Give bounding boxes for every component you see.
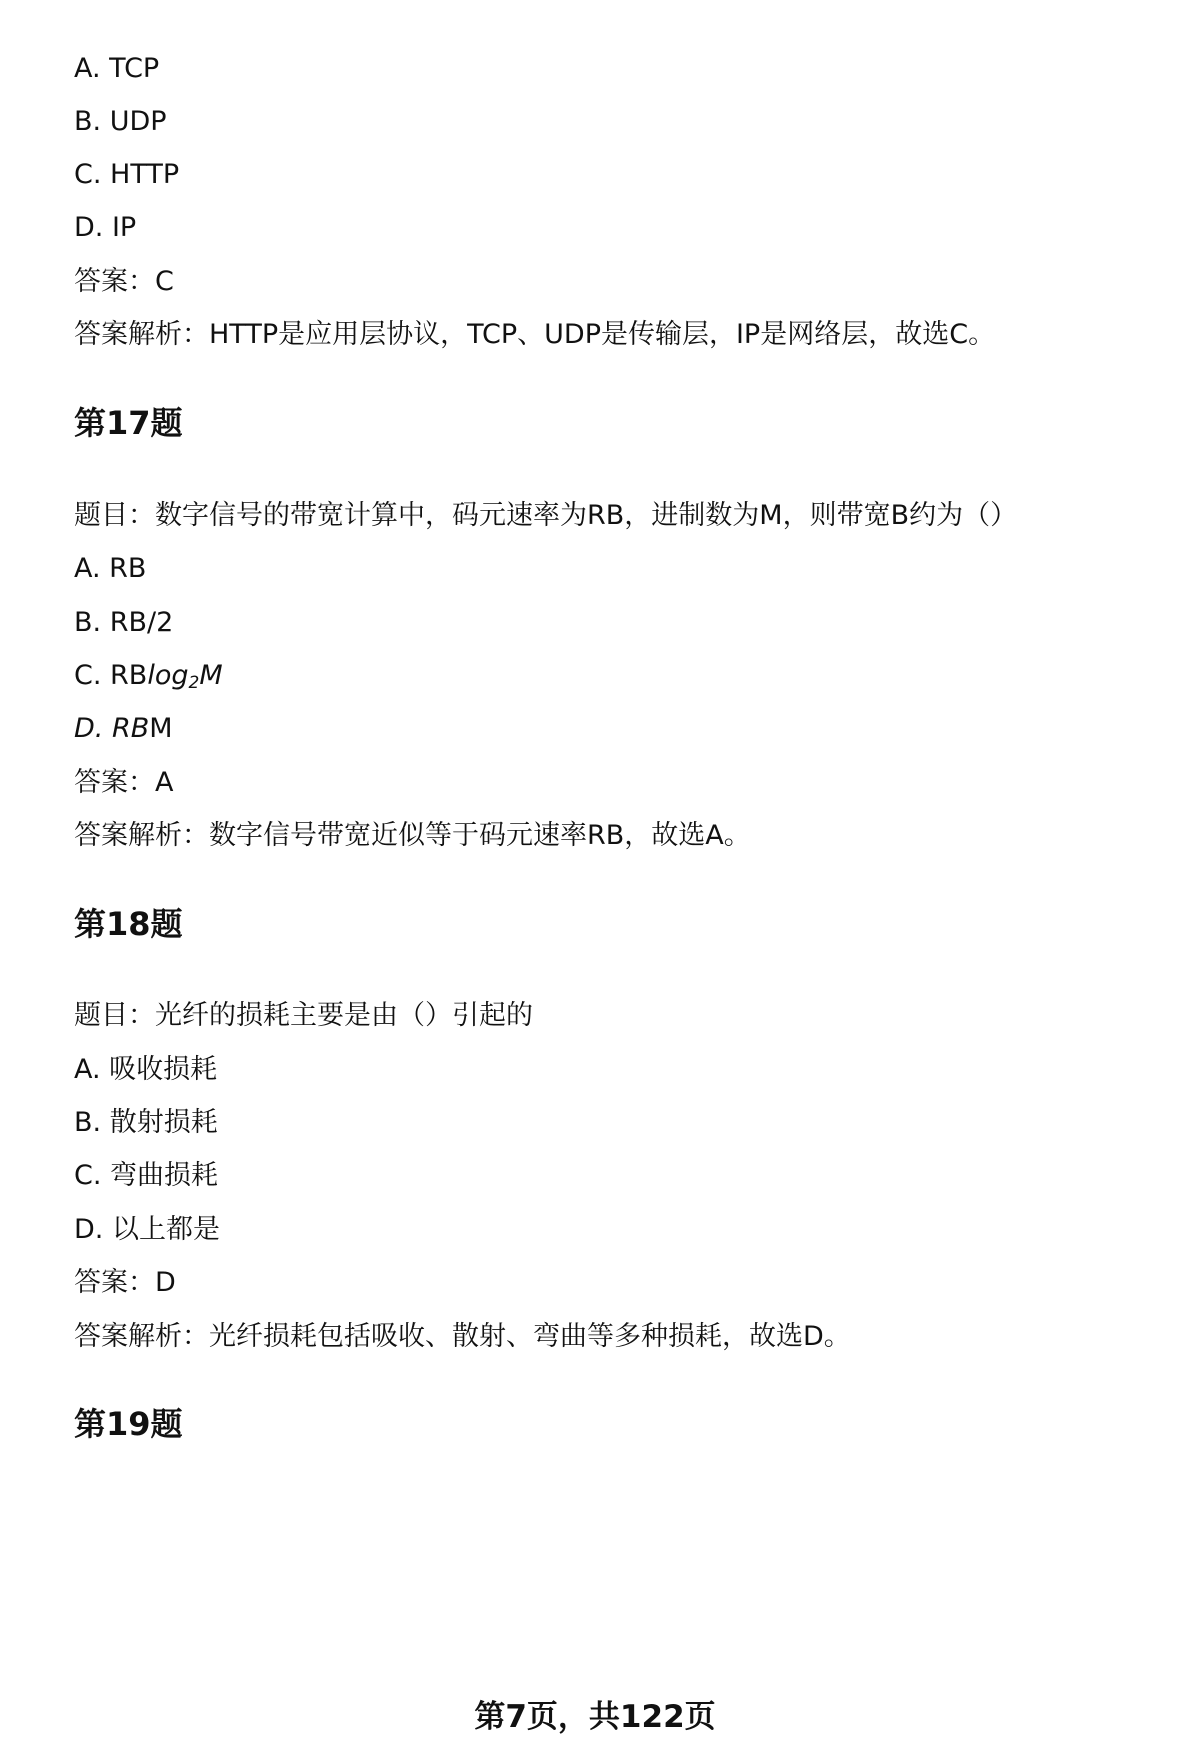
q18-option-c: C. 弯曲损耗 bbox=[74, 1160, 219, 1191]
q17-heading: 第17题 bbox=[74, 404, 183, 442]
q18-option-a: A. 吸收损耗 bbox=[74, 1054, 218, 1085]
q17-option-c bbox=[74, 659, 223, 700]
q16-option-c: C. HTTP bbox=[74, 159, 180, 190]
q18-heading: 第18题 bbox=[74, 905, 183, 943]
q18-option-d: D. 以上都是 bbox=[74, 1214, 220, 1245]
q16-option-b: B. UDP bbox=[74, 106, 167, 137]
q17-option-b: B. RB/2 bbox=[74, 607, 174, 638]
page-footer: 第7页，共122页 bbox=[474, 1699, 716, 1735]
q16-option-a: A. TCP bbox=[74, 53, 160, 84]
q17-option-d-suffix: M bbox=[149, 713, 173, 744]
q18-answer: 答案：D bbox=[74, 1267, 176, 1298]
q17-option-c-prefix: C. RB bbox=[74, 660, 148, 691]
q17-question: 题目：数字信号的带宽计算中，码元速率为RB，进制数为M，则带宽B约为（） bbox=[74, 500, 1018, 531]
q17-option-c-base: 2 bbox=[188, 673, 200, 693]
q18-question: 题目：光纤的损耗主要是由（）引起的 bbox=[74, 1000, 533, 1031]
q17-option-c-log: log bbox=[147, 660, 189, 691]
q17-option-c-m: M bbox=[199, 660, 223, 691]
q17-explanation: 答案解析：数字信号带宽近似等于码元速率RB，故选A。 bbox=[74, 820, 751, 851]
q19-heading: 第19题 bbox=[74, 1405, 183, 1443]
q18-explanation: 答案解析：光纤损耗包括吸收、散射、弯曲等多种损耗，故选D。 bbox=[74, 1321, 851, 1352]
q16-explanation: 答案解析：HTTP是应用层协议，TCP、UDP是传输层，IP是网络层，故选C。 bbox=[74, 319, 996, 350]
q16-answer: 答案：C bbox=[74, 266, 174, 297]
q17-option-d bbox=[74, 712, 173, 746]
q17-answer: 答案：A bbox=[74, 767, 174, 798]
q18-option-b: B. 散射损耗 bbox=[74, 1107, 218, 1138]
q17-option-d-prefix: D. RB bbox=[74, 713, 150, 744]
q17-option-a: A. RB bbox=[74, 553, 147, 584]
q16-option-d: D. IP bbox=[74, 212, 137, 243]
